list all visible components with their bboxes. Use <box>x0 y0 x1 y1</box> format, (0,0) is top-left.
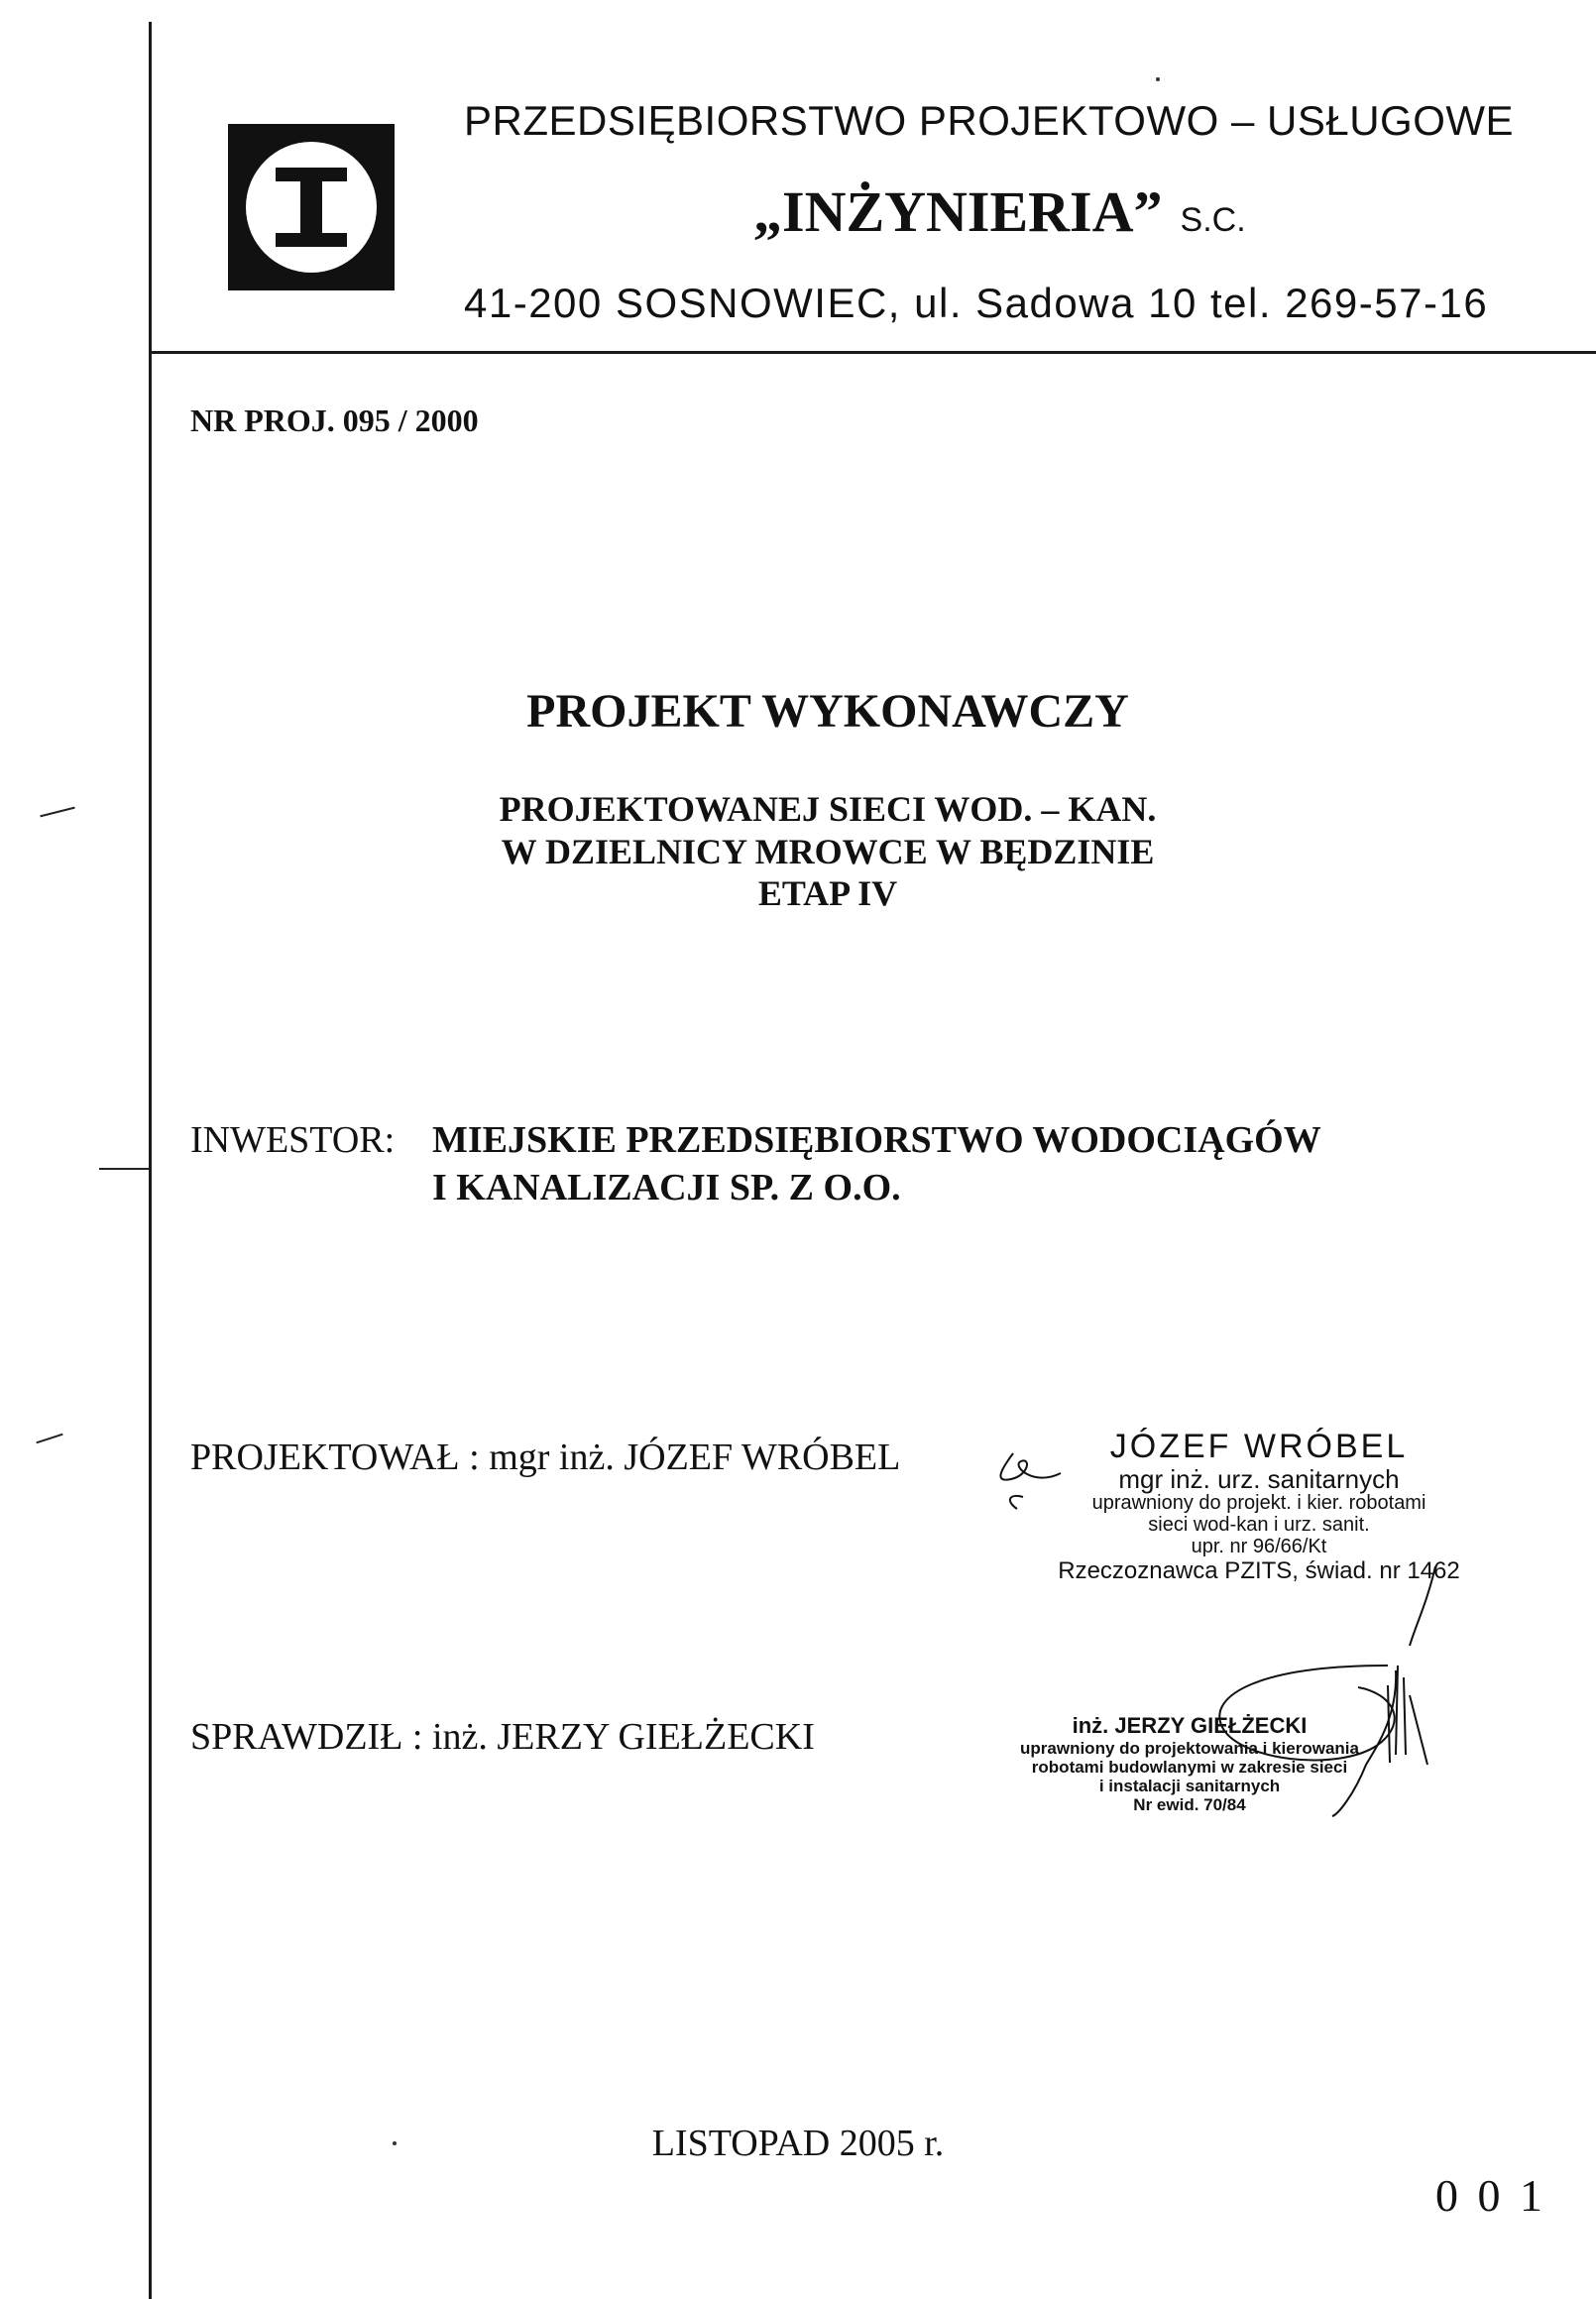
handwritten-signatures <box>962 1418 1556 1973</box>
subtitle-line-3: ETAP IV <box>757 873 898 913</box>
investor-label: INWESTOR: <box>190 1119 396 1161</box>
scan-speck <box>1156 77 1160 81</box>
designer-stamp-line: uprawniony do projekt. i kier. robotami <box>1091 1492 1426 1514</box>
checker-stamp-name: inż. JERZY GIEŁŻECKI <box>1072 1713 1308 1738</box>
company-name-text: „INŻYNIERIA” <box>753 179 1163 244</box>
designer-stamp-line: Rzeczoznawca PZITS, świad. nr 1462 <box>1058 1557 1460 1584</box>
checker-line: SPRAWDZIŁ : inż. JERZY GIEŁŻECKI <box>190 1716 815 1758</box>
investor-name-line-1: MIEJSKIE PRZEDSIĘBIORSTWO WODOCIĄGÓW <box>432 1119 1321 1161</box>
checker-stamp-line: uprawniony do projektowania i kierowania <box>1020 1739 1359 1758</box>
margin-scribble-mark <box>36 1434 62 1444</box>
company-suffix: S.C. <box>1180 201 1246 239</box>
checker-stamp-line: i instalacji sanitarnych <box>1098 1777 1281 1795</box>
designer-stamp-line: sieci wod-kan i urz. sanit. <box>1148 1514 1370 1536</box>
designer-line: PROJEKTOWAŁ : mgr inż. JÓZEF WRÓBEL <box>190 1437 901 1478</box>
document-date: LISTOPAD 2005 r. <box>651 2123 945 2164</box>
designer-stamp-name: JÓZEF WRÓBEL <box>1109 1428 1409 1465</box>
company-name <box>753 178 1246 245</box>
project-number: NR PROJ. 095 / 2000 <box>190 402 479 438</box>
company-logo <box>228 124 395 290</box>
subtitle-line-1: PROJEKTOWANEJ SIECI WOD. – KAN. <box>499 789 1157 829</box>
scan-speck <box>393 2141 397 2145</box>
checker-stamp-line: Nr ewid. 70/84 <box>1133 1795 1246 1814</box>
page-number: 0 0 1 <box>1435 2170 1546 2221</box>
company-address: 41-200 SOSNOWIEC, ul. Sadowa 10 tel. 269-57-16 <box>464 280 1489 326</box>
margin-tick-mark <box>99 1168 149 1170</box>
designer-stamp-line: upr. nr 96/66/Kt <box>1191 1536 1327 1557</box>
subtitle-line-2: W DZIELNICY MROWCE W BĘDZINIE <box>501 832 1155 871</box>
document-title: PROJEKT WYKONAWCZY <box>526 685 1129 738</box>
header-divider <box>149 351 1596 354</box>
company-type: PRZEDSIĘBIORSTWO PROJEKTOWO – USŁUGOWE <box>464 97 1515 144</box>
checker-stamp-line: robotami budowlanymi w zakresie sieci <box>1031 1758 1348 1777</box>
left-margin-line <box>149 22 152 2299</box>
investor-name-line-2: I KANALIZACJI SP. Z O.O. <box>432 1167 901 1208</box>
designer-stamp-title: mgr inż. urz. sanitarnych <box>1118 1464 1400 1494</box>
